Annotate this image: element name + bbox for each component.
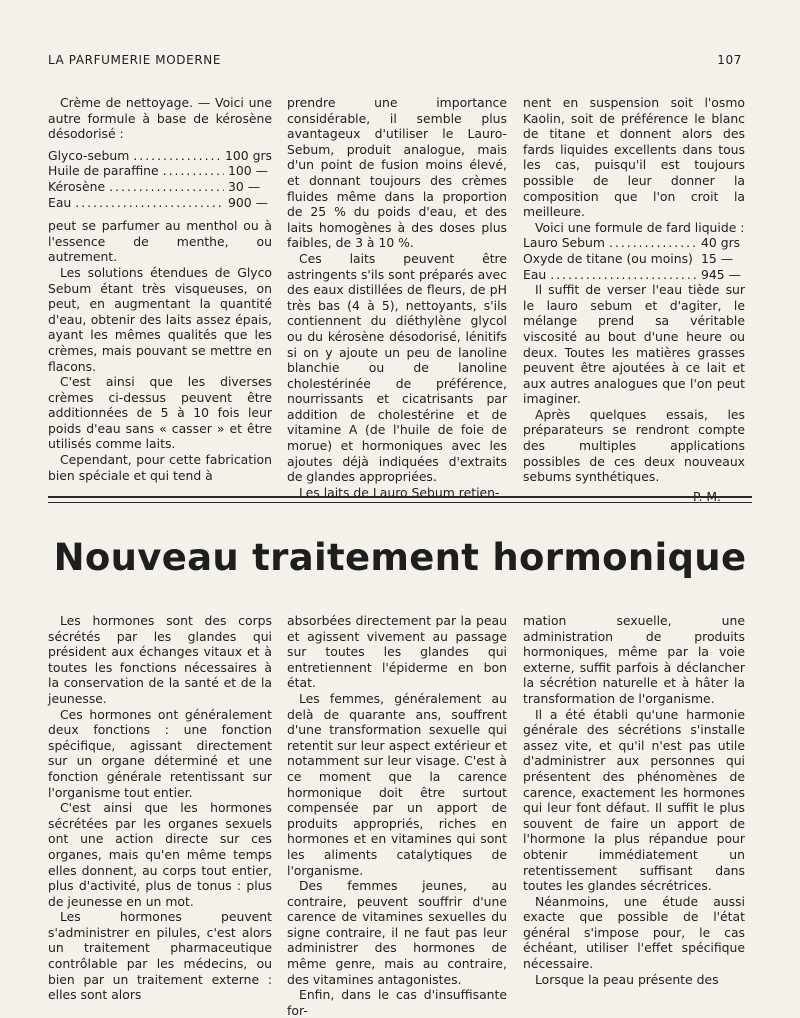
article-title: Nouveau traitement hormonique	[0, 536, 800, 579]
section-divider-thick	[48, 496, 752, 498]
paragraph: Enfin, dans le cas d'insuffisante for-	[287, 987, 507, 1018]
formula-row	[48, 163, 272, 179]
article2-column-3	[523, 613, 745, 987]
article1-column-1	[48, 95, 272, 483]
paragraph: Des femmes jeunes, au contraire, peuvent souffrir d'une carence de vitamines sexuelles du signe contraire, il ne faut pas leur administrer des hormones de même genre, mais au contraire, des vitamines antagonistes.	[287, 878, 507, 987]
formula-quantity: 100 grs	[225, 148, 272, 164]
article2-column-2	[287, 613, 507, 1018]
article1-column-2	[287, 95, 507, 500]
paragraph: Les solutions étendues de Glyco Sebum étant très visqueuses, on peut, en augmentant la quantité d'eau, obtenir des laits assez épais, ayant les mêmes qualités que les crèmes, mais pouvant se mettre en flacons.	[48, 265, 272, 374]
leader-dots	[109, 179, 224, 195]
paragraph: Cependant, pour cette fabrication bien spéciale et qui tend à	[48, 452, 272, 483]
formula-ingredient: Oxyde de titane (ou moins)	[523, 251, 693, 267]
paragraph: C'est ainsi que les hormones sécrétées par les organes sexuels ont une action directe sur ces organes, mais qu'en même temps elles donnent, au corps tout entier, plus d'activité, plus de tonus : plus de jeunesse en un mot.	[48, 800, 272, 909]
paragraph: prendre une importance considérable, il semble plus avantageux d'utiliser le Lauro-Sebum, produit analogue, mais d'un point de fusion moins élevé, et donnant toujours des crèmes fluides même dans la proportion de 25 % du poids d'eau, et des laits homogènes à des doses plus faibles, de 3 à 10 %.	[287, 95, 507, 251]
journal-name: LA PARFUMERIE MODERNE	[48, 53, 221, 67]
leader-dots	[550, 267, 697, 283]
leader-dots	[133, 148, 221, 164]
paragraph: Les laits de Lauro Sebum retien-	[287, 485, 507, 501]
article1-column-3	[523, 95, 745, 504]
paragraph: Néanmoins, une étude aussi exacte que possible de l'état général s'impose pour, le cas échéant, utiliser l'effet spécifique nécessaire.	[523, 894, 745, 972]
paragraph: Les hormones peuvent s'administrer en pilules, c'est alors un traitement pharmaceutique contrôlable par les médecins, ou bien par un traitement externe : elles sont alors	[48, 909, 272, 1003]
liquid-foundation-formula	[523, 235, 745, 282]
paragraph: peut se parfumer au menthol ou à l'essence de menthe, ou autrement.	[48, 218, 272, 265]
section-divider-thin	[48, 502, 752, 503]
running-header	[48, 53, 742, 67]
formula-ingredient: Glyco-sebum	[48, 148, 129, 164]
formula-quantity: 40 grs	[701, 235, 745, 251]
formula-quantity: 15 —	[701, 251, 745, 267]
author-signature: P. M.	[523, 489, 745, 505]
paragraph: Ces hormones ont généralement deux fonctions : une fonction spécifique, agissant directement sur un organe déterminé et une fonction générale retentissant sur l'organisme tout entier.	[48, 707, 272, 801]
paragraph: Il a été établi qu'une harmonie générale des sécrétions s'installe assez vite, et qu'il n'est pas utile d'administrer aux personnes qui présentent des phénomènes de carence, exactement les hormones qui leur font défaut. Il suffit le plus souvent de faire un apport de l'hormone la plus répandue pour obtenir immédiatement un retentissement suffisant dans toutes les glandes sécrétrices.	[523, 707, 745, 894]
paragraph: Voici une formule de fard liquide :	[523, 220, 745, 236]
formula-quantity: 100 —	[228, 163, 272, 179]
formula-quantity: 900 —	[228, 195, 272, 211]
paragraph: Crème de nettoyage. — Voici une autre formule à base de kérosène désodorisé :	[48, 95, 272, 142]
formula-row	[48, 195, 272, 211]
paragraph: nent en suspension soit l'osmo Kaolin, soit de préférence le blanc de titane et donnent alors des fards liquides excellents dans tous les cas, puisqu'il est toujours possible de leur donner la composition que l'on croit la meilleure.	[523, 95, 745, 220]
formula-ingredient: Eau	[523, 267, 546, 283]
formula-quantity: 30 —	[228, 179, 272, 195]
formula-row	[48, 179, 272, 195]
paragraph: Les hormones sont des corps sécrétés par les glandes qui président aux échanges vitaux et à toutes les fonctions nécessaires à la conservation de la santé et de la jeunesse.	[48, 613, 272, 707]
formula-ingredient: Eau	[48, 195, 71, 211]
formula-row	[523, 267, 745, 283]
paragraph: Lorsque la peau présente des	[523, 972, 745, 988]
paragraph: Il suffit de verser l'eau tiède sur le lauro sebum et d'agiter, le mélange prend sa véritable viscosité au bout d'une heure ou deux. Toutes les matières grasses peuvent être ajoutées à ce lait et aux autres analogues que l'on peut imaginer.	[523, 282, 745, 407]
page-number: 107	[717, 53, 742, 67]
paragraph: mation sexuelle, une administration de produits hormoniques, même par la voie externe, suffit parfois à déclancher la sécrétion naturelle et à hâter la transformation de l'organisme.	[523, 613, 745, 707]
formula-row	[48, 148, 272, 164]
paragraph: Les femmes, généralement au delà de quarante ans, souffrent d'une transformation sexuelle qui retentit sur leur aspect extérieur et notamment sur leur visage. C'est à ce moment que la carence hormonique doit être surtout compensée par un apport de produits appropriés, riches en hormones et en vitamines qui sont les aliments catalytiques de l'organisme.	[287, 691, 507, 878]
leader-dots	[609, 235, 697, 251]
paragraph: absorbées directement par la peau et agissent vivement au passage sur toutes les glandes qui entretiennent l'épiderme en bon état.	[287, 613, 507, 691]
leader-dots	[163, 163, 224, 179]
formula-row	[523, 235, 745, 251]
formula-ingredient: Lauro Sebum	[523, 235, 605, 251]
formula-ingredient: Kérosène	[48, 179, 105, 195]
formula-quantity: 945 —	[701, 267, 745, 283]
article2-column-1	[48, 613, 272, 1003]
formula-row	[523, 251, 745, 267]
formula-ingredient: Huile de paraffine	[48, 163, 159, 179]
paragraph: C'est ainsi que les diverses crèmes ci-dessus peuvent être additionnées de 5 à 10 fois leur poids d'eau sans « casser » et être utilisés comme laits.	[48, 374, 272, 452]
paragraph: Après quelques essais, les préparateurs se rendront compte des multiples applications possibles de ces deux nouveaux sebums synthétiques.	[523, 407, 745, 485]
cleansing-cream-formula	[48, 148, 272, 210]
leader-dots	[75, 195, 224, 211]
paragraph: Ces laits peuvent être astringents s'ils sont préparés avec des eaux distillées de fleurs, de pH très bas (4 à 5), nettoyants, s'ils contiennent du diéthylène glycol ou du kérosène désodorisé, lénitifs si on y ajoute un peu de lanoline blanchie ou de lanoline cholestérinée de préférence, nourrissants et cicatrisants par addition de cholestérine et de vitamine A (de l'huile de foie de morue) et hormoniques avec les ajoutes déjà indiquées d'extraits de glandes appropriées.	[287, 251, 507, 485]
